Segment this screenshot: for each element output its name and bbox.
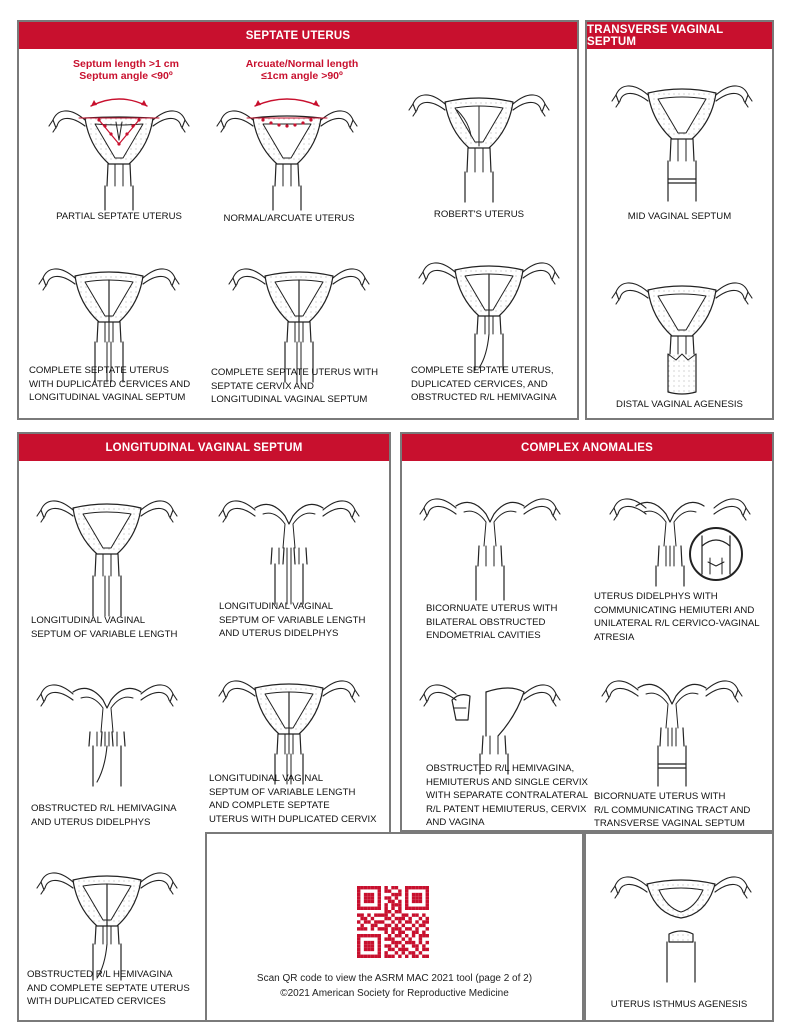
transverse-vaginal-septum-panel [585,20,774,420]
longitudinal-complete-septate-diagram [219,652,359,770]
complete-septate-obstructed-hemivagina-diagram [419,234,559,354]
caption-complete-septate-septate-cervix: COMPLETE SEPTATE UTERUS WITH SEPTATE CERVIX AND LONGITUDINAL VAGINAL SEPTUM [211,367,379,405]
caption-obstructed-didelphys: OBSTRUCTED R/L HEMIVAGINA AND UTERUS DIDELPHYS [31,803,177,828]
septate-uterus-panel [17,20,579,420]
longitudinal-didelphys-diagram [219,472,359,612]
bicornuate-obstructed-cavities-diagram [420,470,560,598]
caption-longitudinal-didelphys: LONGITUDINAL VAGINAL SEPTUM OF VARIABLE LENGTH AND UTERUS DIDELPHYS [219,601,366,639]
caption-normal-arcuate: NORMAL/ARCUATE UTERUS [223,213,355,224]
partial-septate-uterus-diagram [49,82,189,210]
arcuate-length-annotation: Arcuate/Normal length ≤1cm angle >90º [245,58,359,82]
transverse-vaginal-septum-header: TRANSVERSE VAGINAL SEPTUM [587,22,772,49]
caption-longitudinal-variable-length: LONGITUDINAL VAGINAL SEPTUM OF VARIABLE LENGTH [31,615,178,640]
isthmus-agenesis-panel [584,832,774,1022]
complex-anomalies-panel [400,432,774,832]
septate-uterus-header: SEPTATE UTERUS [19,22,577,49]
obstructed-hemivagina-complete-septate-diagram [37,844,177,964]
obstructed-hemivagina-didelphys-diagram [37,656,177,796]
longitudinal-vaginal-septum-header: LONGITUDINAL VAGINAL SEPTUM [19,434,389,461]
didelphys-communicating-hemiuteri-diagram [600,470,760,588]
complex-anomalies-header: COMPLEX ANOMALIES [402,434,772,461]
caption-distal-vaginal-agenesis: DISTAL VAGINAL AGENESIS [616,399,743,410]
complete-septate-duplicated-cervices-diagram [39,240,179,360]
bicornuate-communicating-tract-diagram [602,652,742,782]
caption-longitudinal-complete-septate: LONGITUDINAL VAGINAL SEPTUM OF VARIABLE LENGTH AND COMPLETE SEPTATE UTERUS WITH DUPLICATED CERVIX [209,773,377,825]
complete-septate-septate-cervix-diagram [229,240,369,360]
normal-arcuate-uterus-diagram [217,82,357,210]
caption-partial-septate: PARTIAL SEPTATE UTERUS [56,211,182,222]
caption-mid-vaginal-septum: MID VAGINAL SEPTUM [627,211,732,222]
caption-uterus-isthmus-agenesis: UTERUS ISTHMUS AGENESIS [610,999,748,1010]
footer-copyright-text: ©2021 American Society for Reproductive Medicine [280,988,509,999]
caption-obstructed-complete-septate: OBSTRUCTED R/L HEMIVAGINA AND COMPLETE SEPTATE UTERUS WITH DUPLICATED CERVICES [27,969,190,1007]
caption-complete-septate-obstructed: COMPLETE SEPTATE UTERUS, DUPLICATED CERVICES, AND OBSTRUCTED R/L HEMIVAGINA [411,365,557,403]
distal-vaginal-agenesis-diagram [612,254,752,394]
caption-roberts-uterus: ROBERT'S UTERUS [433,209,525,220]
qr-footer-panel [205,832,584,1022]
qr-code-icon[interactable] [357,886,429,958]
footer-scan-text: Scan QR code to view the ASRM MAC 2021 tool (page 2 of 2) [256,973,533,984]
caption-bicornuate-obstructed: BICORNUATE UTERUS WITH BILATERAL OBSTRUCTED ENDOMETRIAL CAVITIES [426,603,558,641]
caption-bicornuate-communicating-tract: BICORNUATE UTERUS WITH R/L COMMUNICATING TRACT AND TRANSVERSE VAGINAL SEPTUM [594,791,751,829]
caption-obstructed-hemivagina-single-cervix: OBSTRUCTED R/L HEMIVAGINA, HEMIUTERUS AND SINGLE CERVIX WITH SEPARATE CONTRALATERAL R/L PATENT HEMIUTERUS, CERVIX AND VAGINA [426,763,589,828]
longitudinal-variable-length-diagram [37,472,177,622]
obstructed-hemivagina-single-cervix-diagram [420,656,560,766]
roberts-uterus-diagram [409,66,549,210]
caption-complete-septate-duplicated: COMPLETE SEPTATE UTERUS WITH DUPLICATED CERVICES AND LONGITUDINAL VAGINAL SEPTUM [29,365,191,403]
caption-didelphys-communicating: UTERUS DIDELPHYS WITH COMMUNICATING HEMIUTERI AND UNILATERAL R/L CERVICO-VAGINAL ATRESIA [594,591,760,643]
uterus-isthmus-agenesis-diagram [611,848,751,988]
septum-length-annotation: Septum length >1 cm Septum angle <90º [73,58,179,82]
mid-vaginal-septum-diagram [612,57,752,207]
